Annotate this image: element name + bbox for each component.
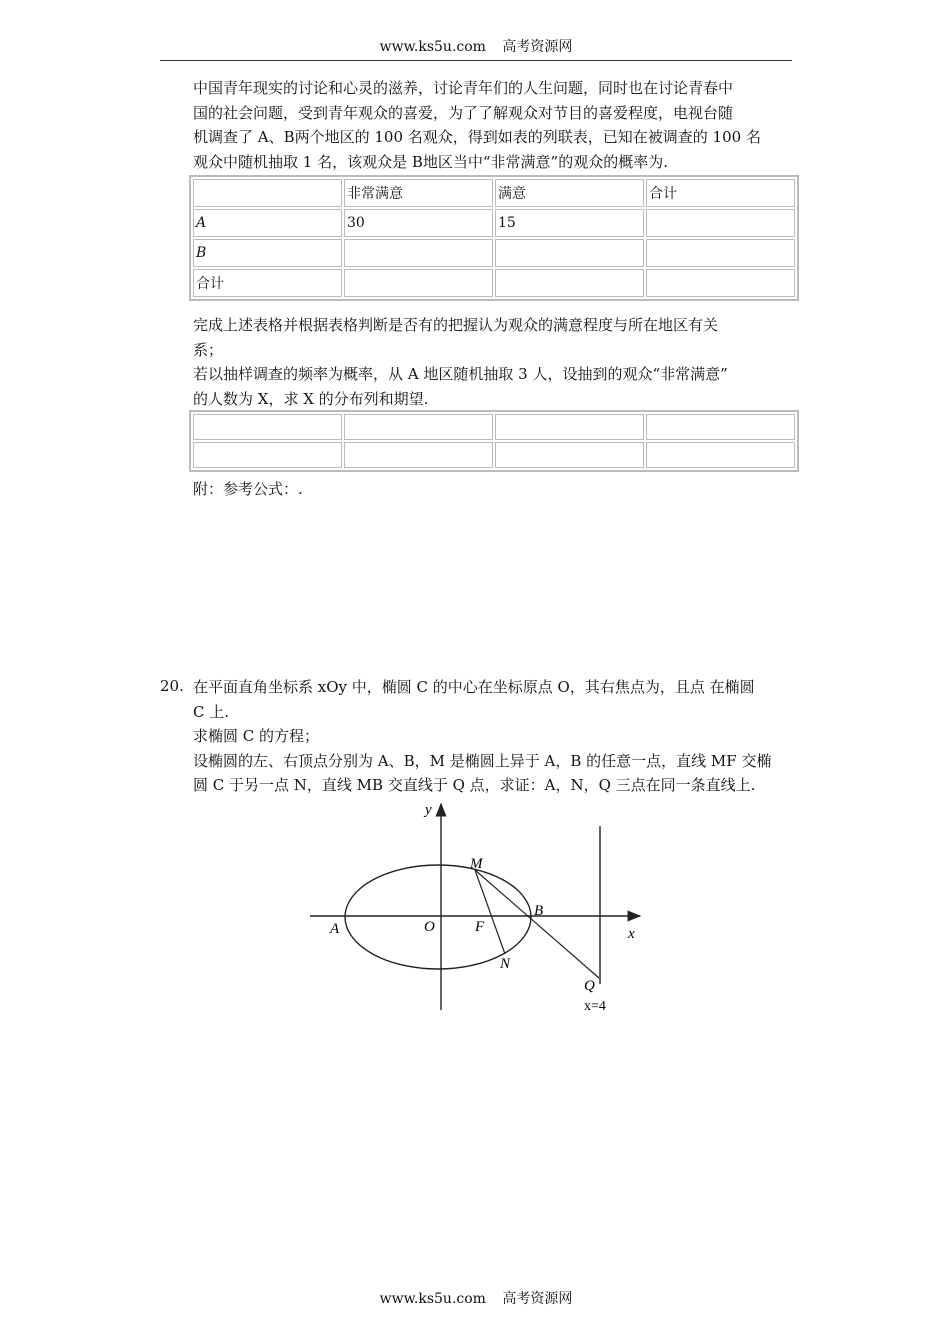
footer-site: www.ks5u.com: [379, 1291, 486, 1307]
label-N: N: [500, 956, 511, 972]
footer-name: 高考资源网: [502, 1291, 573, 1307]
header-site: www.ks5u.com: [379, 39, 486, 55]
label-y: y: [425, 802, 432, 818]
q19-intro-line: 国的社会问题，受到青年观众的喜爱，为了了解观众对节目的喜爱程度，电视台随: [193, 103, 734, 122]
q19-part1: [193, 313, 793, 362]
label-F: F: [475, 919, 485, 935]
q19-part2-line: 的人数为 X，求 X 的分布列和期望.: [193, 389, 429, 408]
page-header: [160, 36, 792, 61]
table-row: [193, 179, 795, 207]
q20-line: 在平面直角坐标系 xOy 中，椭圆 C 的中心在坐标原点 O，其右焦点为，且点 在椭圆: [193, 678, 755, 696]
table-cell: [646, 442, 795, 468]
ellipse-figure: [300, 798, 650, 1018]
q19-intro-line: 观众中随机抽取 1 名，该观众是 B地区当中“非常满意”的观众的概率为.: [193, 152, 668, 171]
q19-note: 附：参考公式：.: [193, 480, 303, 498]
label-A: A: [330, 921, 340, 937]
header-name: 高考资源网: [502, 39, 573, 55]
q19-part2: [193, 362, 793, 411]
table-row: [193, 414, 795, 440]
q20-line: 圆 C 于另一点 N，直线 MB 交直线于 Q 点，求证：A，N，Q 三点在同一条直线上.: [193, 776, 756, 795]
table-cell: [193, 442, 342, 468]
q19-intro: [193, 76, 793, 174]
label-B: B: [534, 903, 544, 919]
q20-line: 设椭圆的左、右顶点分别为 A、B，M 是椭圆上异于 A，B 的任意一点，直线 MF 交椭: [193, 751, 772, 770]
table-cell: [646, 269, 795, 297]
page-footer: [160, 1288, 792, 1308]
label-x4: x=4: [584, 999, 606, 1014]
table-cell: [495, 239, 644, 267]
q19-part2-line: 若以抽样调查的频率为概率，从 A 地区随机抽取 3 人，设抽到的观众“非常满意”: [193, 365, 728, 383]
table-cell: [193, 414, 342, 440]
q19-intro-line: 机调查了 A、B两个地区的 100 名观众，得到如表的列联表，已知在被调查的 100 名: [193, 128, 761, 147]
table-cell: 非常满意: [344, 179, 493, 207]
table-cell: [495, 269, 644, 297]
table-cell: [344, 239, 493, 267]
table-cell: 满意: [495, 179, 644, 207]
table-row: [193, 239, 795, 267]
contingency-table: [189, 175, 799, 301]
q20-number: 20.: [160, 677, 184, 695]
table-cell: A: [193, 209, 342, 237]
q19-part1-line: 系；: [193, 340, 224, 359]
table-cell: [193, 179, 342, 207]
table-row: [193, 269, 795, 297]
table-cell: 合计: [646, 179, 795, 207]
table-cell: 合计: [193, 269, 342, 297]
table-cell: [495, 442, 644, 468]
q20-line: 求椭圆 C 的方程；: [193, 727, 320, 746]
q19-part1-line: 完成上述表格并根据表格判断是否有的把握认为观众的满意程度与所在地区有关: [193, 316, 719, 334]
table-row: [193, 442, 795, 468]
table-cell: [344, 414, 493, 440]
label-M: M: [470, 856, 483, 872]
ellipse-curve: [345, 865, 531, 969]
table-cell: [344, 442, 493, 468]
q20-text: [193, 675, 793, 798]
label-Q: Q: [584, 978, 595, 994]
q19-intro-line: 中国青年现实的讨论和心灵的滋养，讨论青年们的人生问题，同时也在讨论青春中: [193, 79, 734, 97]
table-cell: 15: [495, 209, 644, 237]
reference-table: [189, 410, 799, 472]
table-cell: [646, 239, 795, 267]
table-cell: [344, 269, 493, 297]
line-mq: [475, 870, 599, 978]
table-cell: B: [193, 239, 342, 267]
table-row: [193, 209, 795, 237]
table-cell: [646, 209, 795, 237]
table-cell: [495, 414, 644, 440]
label-x: x: [628, 926, 635, 942]
q20-line: C 上.: [193, 702, 230, 721]
table-cell: [646, 414, 795, 440]
table-cell: 30: [344, 209, 493, 237]
label-O: O: [424, 919, 435, 935]
